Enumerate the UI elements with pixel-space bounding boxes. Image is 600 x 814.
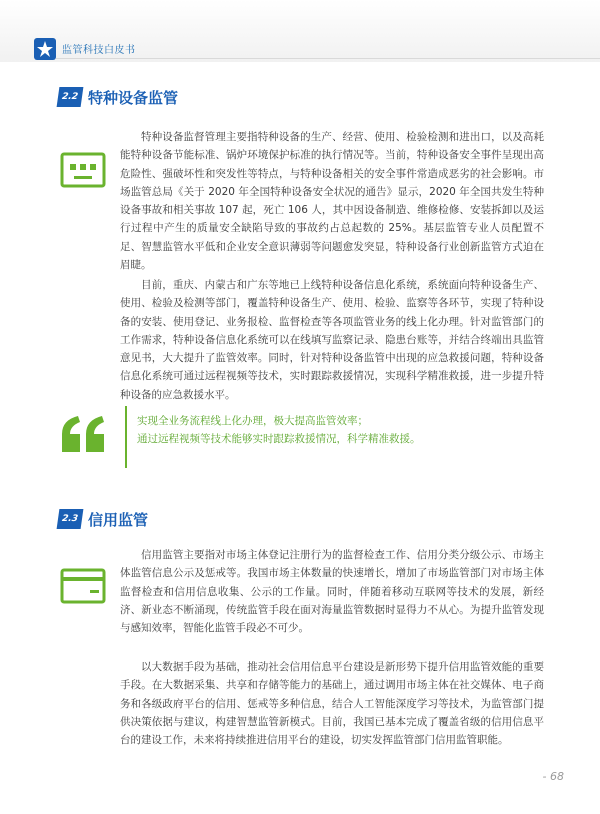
paragraph: 以大数据手段为基础，推动社会信用信息平台建设是新形势下提升信用监管效能的重要手段。在大数据采集、共享和存储等能力的基础上，通过调用市场主体在社交媒体、电子商务和各级政府平台的信用、惩戒等多种信息，结合人工智能深度学习等技术，为监管部门提供决策依据与建议，构建智慧监管新模式。目前，我国已基本完成了覆盖省级的信用信息平台的建设工作，未来将持续推进信用平台的建设，切实发挥监管部门信用监管职能。 <box>120 661 544 747</box>
section-title: 信用监管 <box>88 510 149 529</box>
section-number: 2.3 <box>57 509 84 529</box>
section-heading <box>58 86 178 108</box>
quote-bar <box>125 406 127 468</box>
header-divider <box>56 58 600 59</box>
highlight-quote <box>137 412 547 448</box>
quote-line: 实现全业务流程线上化办理，极大提高监管效率； <box>137 415 368 427</box>
paragraph: 特种设备监督管理主要指特种设备的生产、经营、使用、检验检测和进出口，以及高耗能特种设备节能标准、锅炉环境保护标准的执行情况等。当前，特种设备安全事件呈现出高危险性、强破坏性和突发性等特点，与特种设备相关的安全事件常造成恶劣的社会影响。市场监管总局《关于 2020 年全国特种设备安全状况的通告》显示，2020 年全国共发生特种设备事故和相关事故 107 起，死亡 106 人，其中因设备制造、维修检修、安装拆卸以及运行过程中产生的质量安全缺陷导致的事故约占总起数的 25%。基层监管专业人员配置不足、智慧监管水平低和企业安全意识薄弱等问题愈发突显，特种设备行业创新监管方式迫在眉睫。 <box>120 131 544 272</box>
credit-card-icon <box>60 568 106 604</box>
section-number: 2.2 <box>57 87 84 107</box>
quote-icon <box>58 412 110 456</box>
quote-line: 通过远程视频等技术能够实时跟踪救援情况，科学精准救援。 <box>137 433 421 445</box>
page-number: - 68 <box>542 770 564 783</box>
paragraph: 目前，重庆、内蒙古和广东等地已上线特种设备信息化系统，系统面向特种设备生产、使用、检验及检测等部门，覆盖特种设备生产、使用、检验、监察等各环节，实现了特种设备的安装、使用登记、业务报检、监督检查等各项监管业务的线上化办理。针对监管部门的工作需求，特种设备信息化系统可以在线填写监察记录、隐患台账等，并结合终端出具监管意见书，大大提升了监管效率。同时，针对特种设备监管中出现的应急救援问题，特种设备信息化系统可通过远程视频等技术，实时跟踪救援情况，实现科学精准救援，进一步提升特种设备的应急救援水平。 <box>120 279 544 401</box>
section-heading <box>58 508 148 530</box>
header-title: 监管科技白皮书 <box>62 45 136 56</box>
logo-icon <box>34 38 56 60</box>
equipment-icon <box>60 152 106 188</box>
section-title: 特种设备监管 <box>88 88 179 107</box>
paragraph: 信用监管主要指对市场主体登记注册行为的监督检查工作、信用分类分级公示、市场主体监管信息公示及惩戒等。我国市场主体数量的快速增长，增加了市场监管部门对市场主体监督检查和信用信息收集、公示的工作量。同时，伴随着移动互联网等技术的发展，新经济、新业态不断涌现，传统监管手段在面对海量监管数据时显得力不从心。为提升监管发现与感知效率，智能化监管手段必不可少。 <box>120 549 544 635</box>
